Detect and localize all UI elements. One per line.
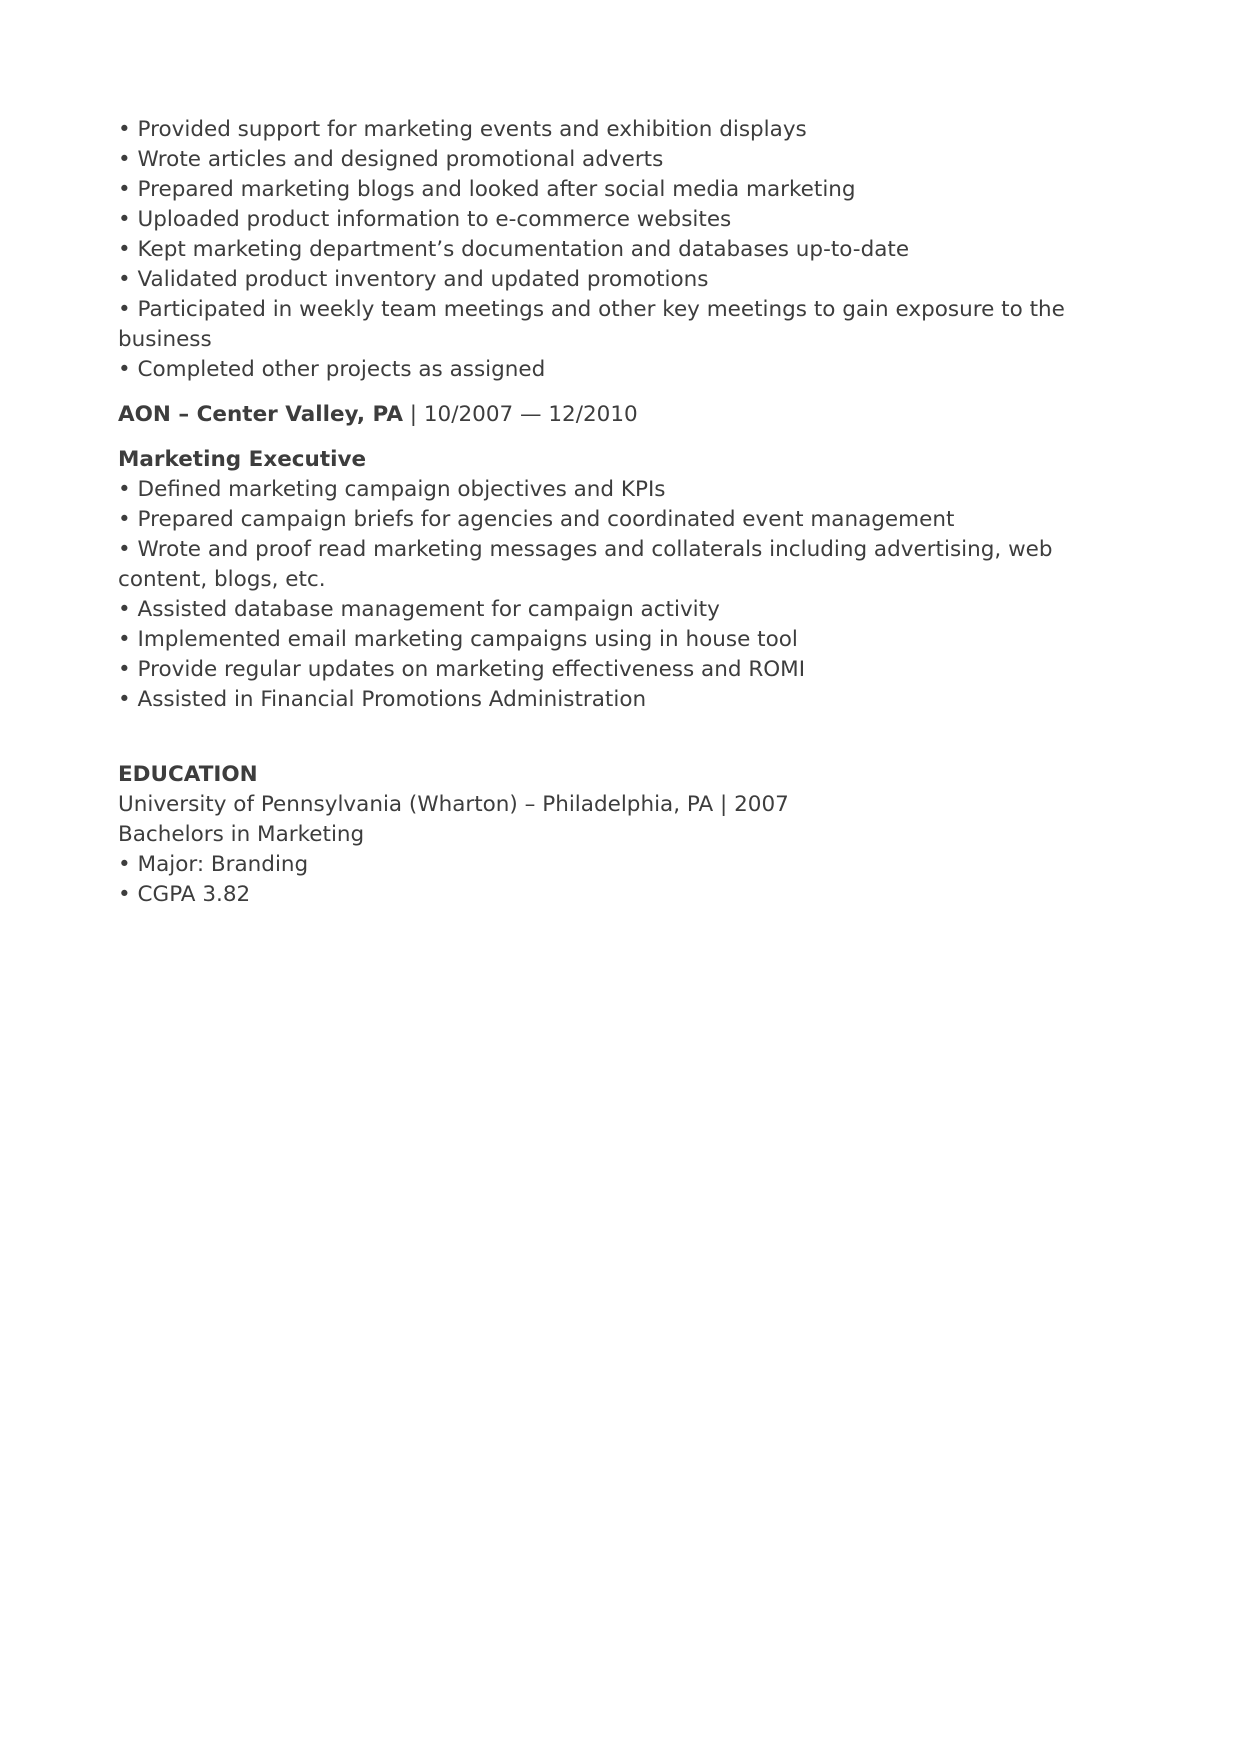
experience-continued-section xyxy=(118,115,1128,385)
spacer xyxy=(118,715,1128,760)
company-name: AON – Center Valley, PA xyxy=(118,402,403,427)
spacer xyxy=(118,385,1128,400)
bullet-item: • Participated in weekly team meetings and other key meetings to gain exposure to the business xyxy=(118,297,1065,352)
bullet-item: • Wrote and proof read marketing messages and collaterals including advertising, web content, blogs, etc. xyxy=(118,537,1053,592)
bullet-item: • Defined marketing campaign objectives and KPIs xyxy=(118,477,666,502)
job-aon-section xyxy=(118,400,1128,715)
job-title: Marketing Executive xyxy=(118,447,367,472)
bullet-item: • Completed other projects as assigned xyxy=(118,357,546,382)
bullet-item: • CGPA 3.82 xyxy=(118,882,251,907)
job-header xyxy=(118,400,1128,430)
degree-line: Bachelors in Marketing xyxy=(118,822,365,847)
bullet-item: • Provide regular updates on marketing effectiveness and ROMI xyxy=(118,657,806,682)
bullet-item: • Wrote articles and designed promotional adverts xyxy=(118,147,664,172)
bullet-item: • Implemented email marketing campaigns using in house tool xyxy=(118,627,798,652)
bullet-item: • Kept marketing department’s documentation and databases up-to-date xyxy=(118,237,910,262)
job-dates: | 10/2007 — 12/2010 xyxy=(402,402,638,427)
bullet-item: • Assisted database management for campaign activity xyxy=(118,597,720,622)
bullet-item: • Assisted in Financial Promotions Administration xyxy=(118,687,647,712)
bullet-item: • Uploaded product information to e-commerce websites xyxy=(118,207,732,232)
bullet-item: • Prepared campaign briefs for agencies and coordinated event management xyxy=(118,507,955,532)
bullet-item: • Provided support for marketing events and exhibition displays xyxy=(118,117,807,142)
school-line: University of Pennsylvania (Wharton) – Philadelphia, PA | 2007 xyxy=(118,792,789,817)
bullet-item: • Major: Branding xyxy=(118,852,309,877)
spacer xyxy=(118,430,1128,445)
education-section xyxy=(118,760,1128,910)
resume-page xyxy=(118,115,1128,910)
bullet-item: • Prepared marketing blogs and looked after social media marketing xyxy=(118,177,856,202)
section-heading: EDUCATION xyxy=(118,762,258,787)
bullet-item: • Validated product inventory and updated promotions xyxy=(118,267,709,292)
